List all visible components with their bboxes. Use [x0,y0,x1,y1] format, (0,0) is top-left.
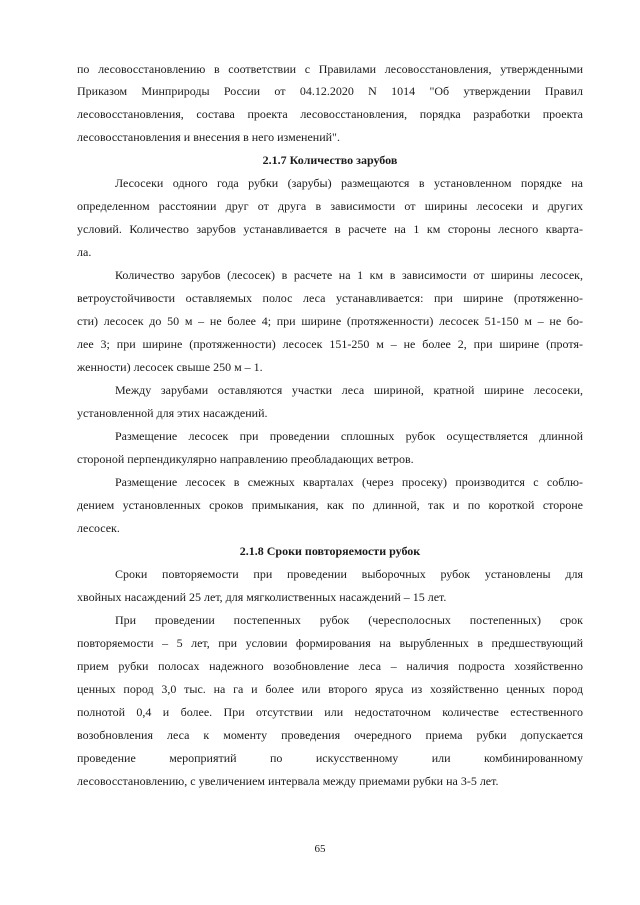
page-number: 65 [314,843,326,855]
text-line: женности) лесосек свыше 250 м – 1. [77,360,263,374]
section-heading: 2.1.8 Сроки повторяемости рубок [239,544,421,558]
text-line: условий. Количество зарубов устанавливается в расчете на 1 км стороны лесного кварта- [77,222,583,236]
text-line: стороной перпендикулярно направлению преобладающих ветров. [77,452,414,466]
text-line: лесовосстановления, состава проекта лесовосстановления, порядка разработки проекта [77,107,583,121]
text-line: возобновления леса к моменту проведения очередного приема рубки допускается [77,728,583,742]
text-line: установленной для этих насаждений. [77,406,268,420]
text-line: лесовосстановления и внесения в него изменений". [77,130,340,144]
text-line: лесосек. [77,521,120,535]
text-line: Размещение лесосек в смежных кварталах (через просеку) производится с соблю- [115,475,583,489]
text-line: Сроки повторяемости при проведении выборочных рубок установлены для [115,567,583,581]
text-line: Размещение лесосек при проведении сплошных рубок осуществляется длинной [115,429,583,443]
section-heading: 2.1.7 Количество зарубов [262,153,398,167]
text-line: повторяемости – 5 лет, при условии формирования на вырубленных в предшествующий [77,636,583,650]
text-line: Между зарубами оставляются участки леса шириной, кратной ширине лесосеки, [115,383,583,397]
text-line: ла. [77,245,92,259]
text-line: ценных пород 3,0 тыс. на га и более или второго яруса из хозяйственно ценных пород [77,682,583,696]
text-line: Количество зарубов (лесосек) в расчете на 1 км в зависимости от ширины лесосек, [115,268,583,282]
text-line: сти) лесосек до 50 м – не более 4; при ширине (протяженности) лесосек 51-150 м – не бо- [77,314,583,328]
text-line: прием рубки полосах надежного возобновление леса – наличия подроста хозяйственно [77,659,583,673]
text-line: При проведении постепенных рубок (чересполосных постепенных) срок [115,613,583,627]
text-line: лее 3; при ширине (протяженности) лесосек 151-250 м – не более 2, при ширине (протя- [77,337,583,351]
text-line: дением установленных сроков примыкания, как по длинной, так и по короткой стороне [77,498,583,512]
text-line: по лесовосстановлению в соответствии с Правилами лесовосстановления, утвержденными [77,62,583,76]
text-line: ветроустойчивости оставляемых полос леса устанавливается: при ширине (протяженно- [77,291,583,305]
text-line: полнотой 0,4 и более. При отсутствии или недостаточном количестве естественного [77,705,583,719]
text-line: Приказом Минприроды России от 04.12.2020 N 1014 "Об утверждении Правил [77,84,583,98]
text-line: хвойных насаждений 25 лет, для мягколиственных насаждений – 15 лет. [77,590,447,604]
text-line: проведение мероприятий по искусственному или комбинированному [77,751,583,765]
text-line: лесовосстановлению, с увеличением интервала между приемами рубки на 3-5 лет. [77,774,499,788]
text-line: определенном расстоянии друг от друга в зависимости от ширины лесосеки и других [77,199,583,213]
text-line: Лесосеки одного года рубки (зарубы) размещаются в установленном порядке на [115,176,583,190]
